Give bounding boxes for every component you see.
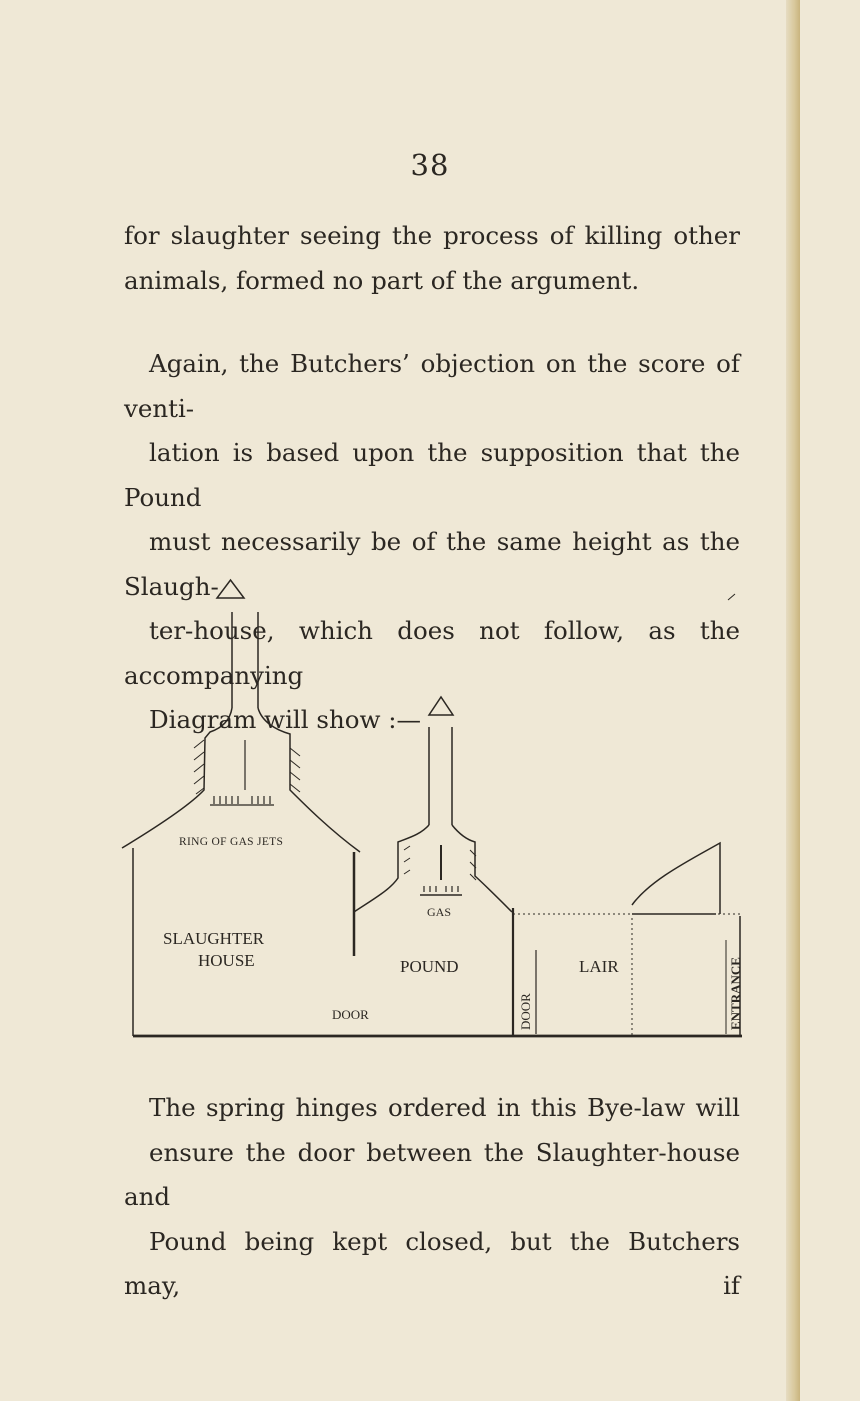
text-line: Again, the Butchers’ objection on the score of venti- (124, 349, 740, 423)
gas-jet-ticks (214, 796, 270, 804)
text-line: must necessarily be of the same height as the Slaugh- (124, 527, 740, 601)
page-number: 38 (410, 148, 450, 182)
vent-hatch-left (194, 740, 204, 794)
roof-arrow (728, 594, 735, 600)
entrance-label: ENTRANCE (728, 957, 743, 1030)
text-line: Pound being kept closed, but the Butchers may, if (124, 1226, 740, 1300)
text-line: lation is based upon the supposition that the Pound (124, 438, 740, 512)
pound-label: POUND (400, 957, 459, 976)
slaughter-house-label-2: HOUSE (198, 951, 255, 970)
pound-chimney-cap (429, 697, 453, 715)
vent-hatch-right (290, 748, 300, 792)
text-line: ter-house, which does not follow, as the accompanying (124, 616, 740, 690)
door-bottom-label: DOOR (332, 1007, 369, 1022)
chimney-cap-left (217, 580, 244, 598)
slaughter-house-label-1: SLAUGHTER (163, 929, 265, 948)
ventilation-diagram (0, 560, 800, 1030)
text-line: The spring hinges ordered in this Bye-law will (149, 1093, 740, 1122)
paragraph-3 (124, 1086, 740, 1309)
text-line: ensure the door between the Slaughter-house and (124, 1137, 740, 1211)
chimney-flare-right (258, 708, 360, 852)
paragraph-1 (124, 214, 740, 303)
pound-gas-ticks (424, 886, 458, 892)
lair-label: LAIR (579, 957, 619, 976)
chimney-flare-left (122, 708, 232, 848)
gas-label: GAS (427, 905, 452, 919)
lair-roof (632, 843, 720, 914)
text-line: animals, formed no part of the argument. (124, 265, 640, 295)
door-vertical-label: DOOR (518, 993, 533, 1030)
text-line: Diagram will show :— (149, 705, 421, 734)
text-line: for slaughter seeing the process of killing other (124, 221, 740, 250)
ring-of-gas-jets-label: RING OF GAS JETS (179, 836, 284, 848)
pound-chimney-flare-left (354, 825, 429, 912)
pound-chimney-flare-right (452, 825, 512, 912)
